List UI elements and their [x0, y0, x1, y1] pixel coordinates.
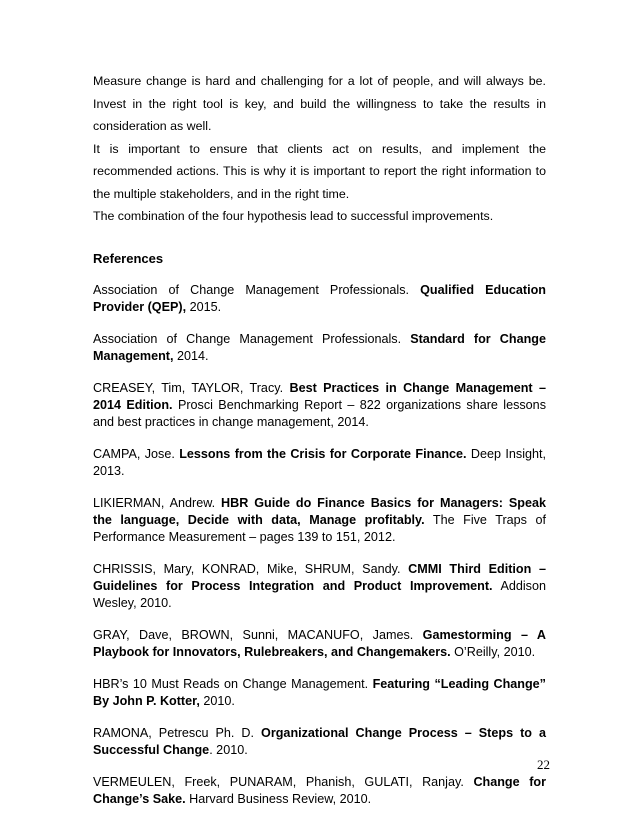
- reference-title: HBR Guide do Finance Basics for Managers: Speak the language, Decide with data, Manage profitably.: [93, 495, 546, 527]
- reference-details: 2015.: [186, 299, 222, 314]
- reference-author: GRAY, Dave, BROWN, Sunni, MACANUFO, James.: [93, 627, 423, 642]
- reference-details: Deep Insight, 2013.: [93, 446, 546, 478]
- reference-details: 2014.: [173, 348, 209, 363]
- reference-item: [93, 380, 546, 431]
- reference-item: [93, 282, 546, 316]
- reference-details: Prosci Benchmarking Report – 822 organizations share lessons and best practices in change management, 2014.: [93, 397, 546, 429]
- reference-item: [93, 627, 546, 661]
- body-paragraph: Measure change is hard and challenging for a lot of people, and will always be. Invest in the right tool is key, and build the willingness to take the results in consideration as well.: [93, 74, 546, 133]
- reference-title: Featuring “Leading Change” By John P. Kotter,: [93, 676, 546, 708]
- reference-details: The Five Traps of Performance Measurement – pages 139 to 151, 2012.: [93, 512, 546, 544]
- reference-title: Qualified Education Provider (QEP),: [93, 282, 546, 314]
- reference-item: [93, 495, 546, 546]
- reference-item: [93, 446, 546, 480]
- reference-title: Best Practices in Change Management – 2014 Edition.: [93, 380, 546, 412]
- reference-details: . 2010.: [209, 742, 248, 757]
- page-content: [93, 70, 546, 823]
- reference-item: [93, 331, 546, 365]
- reference-author: CHRISSIS, Mary, KONRAD, Mike, SHRUM, Sandy.: [93, 561, 409, 576]
- reference-title: Standard for Change Management,: [93, 331, 546, 363]
- reference-author: LIKIERMAN, Andrew.: [93, 495, 222, 510]
- reference-title: Change for Change’s Sake.: [93, 774, 546, 806]
- reference-details: Addison Wesley, 2010.: [93, 578, 546, 610]
- reference-title: Organizational Change Process – Steps to a Successful Change: [93, 725, 547, 757]
- reference-author: VERMEULEN, Freek, PUNARAM, Phanish, GULATI, Ranjay.: [93, 774, 474, 789]
- reference-author: Association of Change Management Professionals.: [93, 282, 421, 297]
- references-heading: References: [93, 250, 164, 266]
- reference-item: [93, 561, 546, 612]
- reference-item: [93, 725, 546, 759]
- reference-details: Harvard Business Review, 2010.: [185, 791, 372, 806]
- page-number: 22: [537, 757, 550, 772]
- reference-details: 2010.: [199, 693, 235, 708]
- reference-author: RAMONA, Petrescu Ph. D.: [93, 725, 262, 740]
- reference-details: O’Reilly, 2010.: [450, 644, 536, 659]
- body-paragraph: It is important to ensure that clients act on results, and implement the recommended actions. This is why it is important to report the right information to the multiple stakeholders, and in the right time.: [93, 141, 546, 201]
- reference-title: CMMI Third Edition – Guidelines for Process Integration and Product Improvement.: [93, 561, 546, 593]
- reference-title: Lessons from the Crisis for Corporate Finance.: [179, 446, 467, 461]
- body-paragraph: The combination of the four hypothesis lead to successful improvements.: [93, 209, 494, 223]
- reference-author: HBR’s 10 Must Reads on Change Management.: [93, 676, 373, 691]
- reference-author: CAMPA, Jose.: [93, 446, 180, 461]
- reference-item: [93, 774, 546, 808]
- reference-title: Gamestorming – A Playbook for Innovators, Rulebreakers, and Changemakers.: [93, 627, 546, 659]
- reference-item: [93, 676, 546, 710]
- reference-author: CREASEY, Tim, TAYLOR, Tracy.: [93, 380, 290, 395]
- reference-author: Association of Change Management Professionals.: [93, 331, 411, 346]
